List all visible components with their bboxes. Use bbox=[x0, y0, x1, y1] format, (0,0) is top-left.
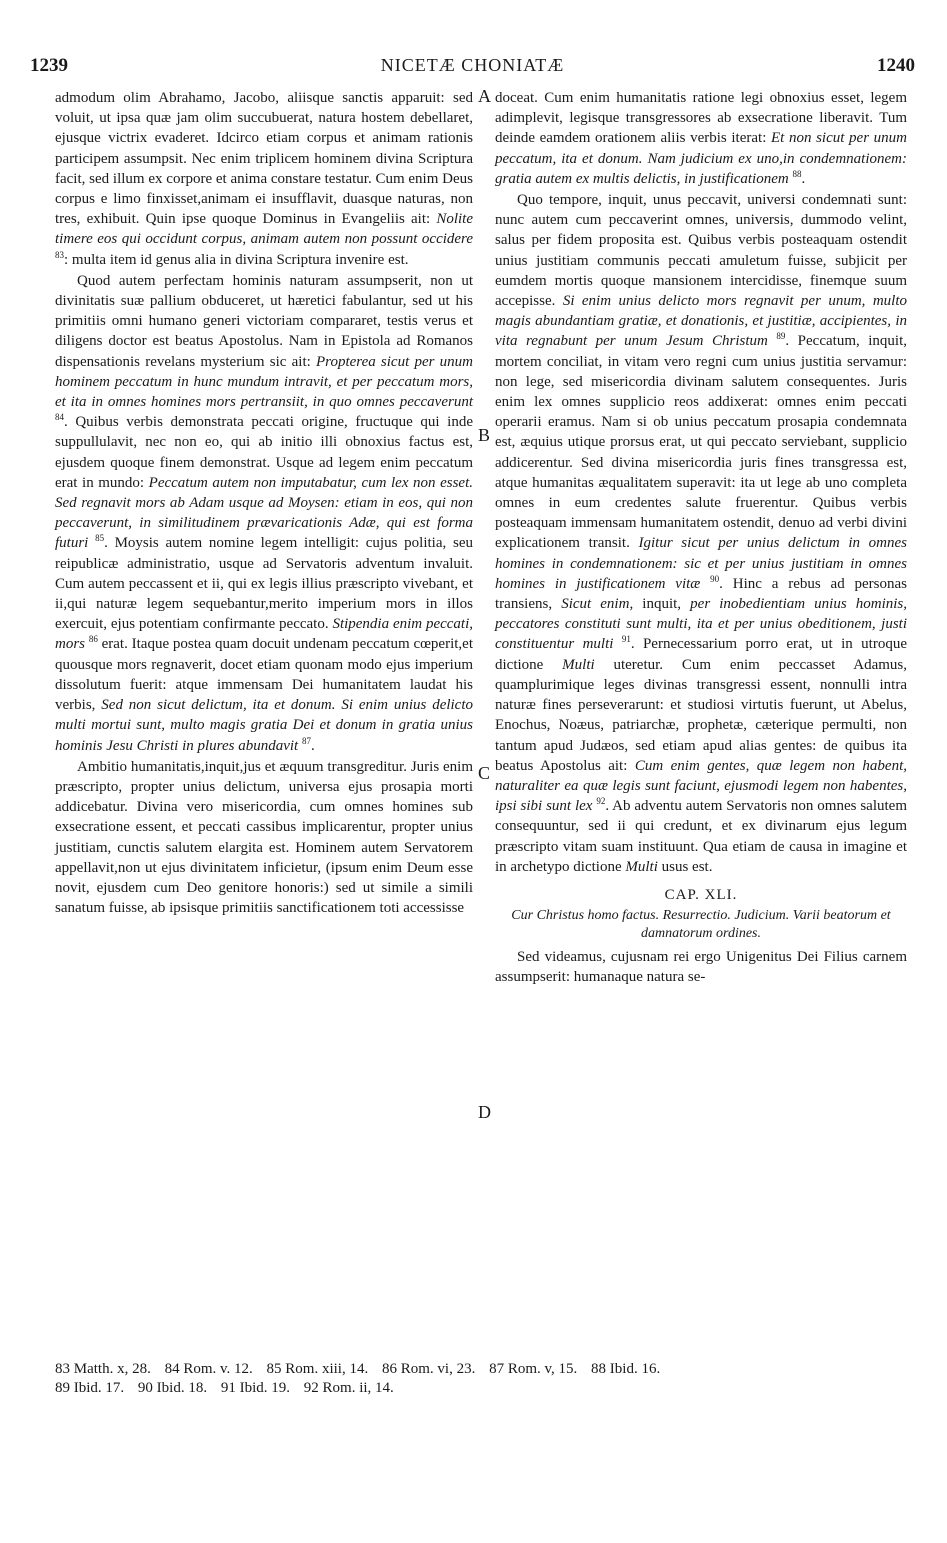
margin-marker-a: A bbox=[478, 86, 491, 106]
margin-marker-b: B bbox=[478, 425, 491, 445]
footnotes bbox=[55, 1360, 915, 1398]
margin-marker-c: C bbox=[478, 763, 491, 783]
paragraph: Sed videamus, cujusnam rei ergo Unigenitus Dei Filius carnem assumpserit: humanaque natura se- bbox=[495, 949, 907, 986]
footnote: 89 Ibid. 17. bbox=[55, 1380, 125, 1396]
paragraph: admodum olim Abrahamo, Jacobo, aliisque sanctis apparuit: sed voluit, ut ipsa quæ jam olim succubuerat, natura hostem debellaret, ejusque victrix evaderet. Idcirco etiam corpus et animam rationis participem assumpsit. Nec enim triplicem hominem divina Scriptura facit, sed illum ex corpore et anima constare testatur. Cum enim Deus corpus e limo finxisset,animam ei insufflavit, duasque naturas, non tres, exhibuit. Quin ipse quoque Dominus in Evangeliis ait: Nolite timere eos qui occidunt corpus, animam autem non possunt occidere $^{83}$: multa item id genus alia in divina Scriptura invenire est. bbox=[55, 90, 473, 268]
chapter-summary: Cur Christus homo factus. Resurrectio. Judicium. Varii beatorum et damnatorum ordines. bbox=[511, 908, 891, 942]
paragraph: Quo tempore, inquit, unus peccavit, universi condemnati sunt: nunc autem cum peccaverint omnes, universis, dummodo velint, salus per fidem proposita est. Quibus verbis posteaquam ostendit unius justitiam communis peccati amuletum fuisse, subjicit per eumdem mortis quoque mansionem intercidisse, finemque suum accepisse. Si enim unius delicto mors regnavit per unum, multo magis abundantiam gratiæ, et donationis, et justitiæ, accipientes, in vita regnabunt per unum Jesum Christum $^{89}$. Peccatum, inquit, mortem conciliat, in vitam vero regni cum unius justitia servamur: non lege, sed misericordia divinam salutem consequentes. Juris enim lex omnes supplicio reos addixerat: omnes enim peccati operarii eramus. Nam si ob unius peccatum prosapia condemnata est, æquius utique prorsus erat, ut qui peccato serviebant, supplicio addicerentur. Sed divina misericordia juris fines transgressa est, atque humanitas æqualitatem superavit: ita ut lege ab uno completa omnes in eum credentes salute fruerentur. Quibus verbis posteaquam immensam humanitatem ostendit, denuo ad verbi divini explicationem transit. Igitur sicut per unius delictum in omnes homines in condemnationem: sic et per unius justitiam in omnes homines in justificationem vitæ $^{90}$. Hinc a rebus ad personas transiens, Sicut enim, inquit, per inobedientiam unius hominis, peccatores constituti sunt multi, ita et per unius obeditionem, justi constituentur multi $^{91}$. Pernecessarium porro erat, ut in utroque dictione Multi uteretur. Cum enim peccasset Adamus, quamplurimique leges divinas transgressi essent, nonnulli intra naturæ fines perseverarunt: et studiosi virtutis fuerunt, ut Abelus, Enochus, Noæus, patriarchæ, prophetæ, cæterique permulti, non tantum apud Judæos, sed etiam apud alias gentes: de quibus ita beatus Apostolus ait: Cum enim gentes, quæ legem non habent, naturaliter ea quæ legis sunt faciunt, ejusmodi legem non habentes, ipsi sibi sunt lex $^{92}$. Ab adventu autem Servatoris non omnes salutem consequuntur, sed ii qui credunt, et ex divinarum ejus legum præscripto vitam suam instituunt. Qua etiam de causa in imagine et in archetypo dictione Multi usus est. bbox=[495, 192, 908, 875]
footnote: 87 Rom. v, 15. bbox=[489, 1361, 578, 1377]
paragraph: Quod autem perfectam hominis naturam assumpserit, non ut divinitatis suæ pallium obduceret, ut hæretici fabulantur, sed ut his primitiis omni humano generi victoriam compararet, testis verus et diligens doctor est beatus Apostolus. Nam in Epistola ad Romanos dispensationis revelans mysterium sic ait: Propterea sicut per unum hominem peccatum in hunc mundum intravit, et per peccatum mors, et ita in omnes homines mors pertransiit, in quo omnes peccaverunt $^{84}$. Quibus verbis demonstrata peccati origine, fructuque qui inde suppullulavit, nec non eo, qui ab initio illi obnoxius factus est, ejusdem quoque finem demonstrat. Usque ad legem enim peccatum erat in mundo: Peccatum autem non imputabatur, cum lex non esset. Sed regnavit mors ab Adam usque ad Moysen: etiam in eos, qui non peccaverunt, in similitudinem prævaricationis Adæ, qui est forma futuri $^{85}$. Moysis autem nomine legem intelligit: cujus politia, seu reipublicæ administratio, usque ad Servatoris adventum invaluit. Cum autem peccassent et ii, qui ex legis illius præscripto vivebant, et ii,qui naturæ legem sequebantur,merito imperium mors in illos exercuit, ejus potentiam confirmante peccato. Stipendia enim peccati, mors $^{86}$ erat. Itaque postea quam docuit undenam peccatum cœperit,et quousque mors regnaverit, docet etiam quonam modo ejus imperium dissolutum fuerit: atque immensam Dei humanitatem laudat his verbis, Sed non sicut delictum, ita et donum. Si enim unius delicto multi mortui sunt, multo magis gratia Dei et donum in gratia unius hominis Jesu Christi in plures abundavit $^{87}$. bbox=[55, 272, 474, 754]
paragraph: Ambitio humanitatis,inquit,jus et æquum transgreditur. Juris enim præscripto, propter unius delictum, universa ejus prosapia morti addicebatur. Divina vero misericordia, cum omnes homines sub exsecratione essent, et peccati cassibus implicarentur, propter unius justitiam, cunctis salutem elargita est. Hominem autem Servatorem appellavit,non ut ejus divinitatem inficietur, (ipsum enim Deum esse novit, ejusdem cum Deo genitore honoris:) sed ut simile a simili sanatum fuisse, ab ipsisque primitiis sanctificationem toti accessisse bbox=[55, 758, 473, 917]
paragraph: doceat. Cum enim humanitatis ratione legi obnoxius esset, legem adimplevit, legisque transgressores ab exsecratione liberavit. Tum deinde eamdem orationem aliis verbis iterat: Et non sicut per unum peccatum, ita et donum. Nam judicium ex uno,in condemnationem: gratia autem ex multis delictis, in justificationem $^{88}$. bbox=[495, 90, 907, 187]
footnote: 85 Rom. xiii, 14. bbox=[266, 1361, 369, 1377]
margin-marker-d: D bbox=[478, 1102, 491, 1122]
running-title: NICETÆ CHONIATÆ bbox=[380, 55, 565, 75]
footnote: 88 Ibid. 16. bbox=[591, 1361, 661, 1377]
right-column bbox=[495, 88, 907, 988]
page-number-right: 1240 bbox=[877, 55, 915, 76]
left-column bbox=[55, 88, 473, 918]
footnote: 83 Matth. x, 28. bbox=[55, 1361, 151, 1377]
chapter-heading: CAP. XLI. bbox=[664, 886, 738, 903]
footnote: 90 Ibid. 18. bbox=[137, 1380, 208, 1396]
running-header bbox=[30, 55, 915, 81]
page-number-left: 1239 bbox=[30, 55, 68, 76]
footnote: 86 Rom. vi, 23. bbox=[381, 1361, 476, 1377]
footnote: 92 Rom. ii, 14. bbox=[303, 1380, 394, 1396]
footnote: 91 Ibid. 19. bbox=[220, 1380, 291, 1396]
footnote: 84 Rom. v. 12. bbox=[164, 1361, 253, 1377]
